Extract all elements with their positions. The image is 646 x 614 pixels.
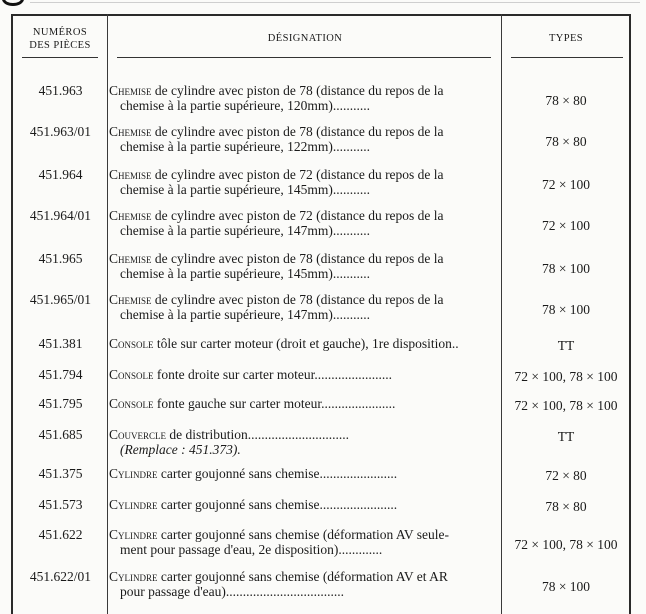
- part-types: 78 × 80: [545, 499, 587, 514]
- part-designation: [109, 83, 497, 113]
- brand-logo: [2, 0, 24, 6]
- designation-text: de cylindre avec piston de 78 (distance du repos de la: [151, 83, 444, 98]
- column-divider: [501, 14, 502, 614]
- designation-head: Cylindre: [109, 466, 158, 481]
- designation-text: de cylindre avec piston de 78 (distance du repos de la: [151, 292, 444, 307]
- part-designation: [109, 497, 497, 512]
- part-number: 451.622/01: [29, 569, 92, 584]
- part-number: 451.794: [38, 367, 83, 382]
- top-rule: [30, 2, 640, 3]
- part-number: 451.381: [38, 336, 83, 351]
- designation-text: de cylindre avec piston de 78 (distance du repos de la: [151, 251, 444, 266]
- header-rule: [117, 57, 491, 58]
- part-types: 72 × 100, 78 × 100: [514, 369, 618, 384]
- designation-text: carter goujonné sans chemise (déformation AV seule-: [157, 527, 450, 542]
- designation-line2: ment pour passage d'eau, 2e disposition).............: [120, 542, 383, 557]
- designation-text: de cylindre avec piston de 72 (distance du repos de la: [151, 208, 444, 223]
- part-types: 72 × 100, 78 × 100: [514, 537, 618, 552]
- part-designation: [109, 251, 497, 281]
- designation-text: carter goujonné sans chemise.......................: [157, 497, 398, 512]
- part-number: 451.573: [38, 497, 83, 512]
- column-divider: [107, 14, 108, 614]
- designation-line2: chemise à la partie supérieure, 147mm)...........: [120, 307, 371, 322]
- designation-line2: pour passage d'eau)...................................: [120, 584, 345, 599]
- header-numeros-line1: NUMÉROS: [32, 27, 88, 38]
- part-number: 451.375: [38, 466, 83, 481]
- part-designation: [109, 527, 497, 557]
- designation-text: fonte gauche sur carter moteur......................: [153, 396, 396, 411]
- part-types: 72 × 100: [541, 218, 591, 233]
- header-numeros: [13, 26, 107, 52]
- part-designation: [109, 292, 497, 322]
- header-rule: [511, 57, 623, 58]
- designation-head: Console: [109, 367, 154, 382]
- part-designation: [109, 208, 497, 238]
- designation-text: carter goujonné sans chemise (déformation AV et AR: [157, 569, 448, 584]
- part-types: 78 × 80: [545, 93, 587, 108]
- designation-head: Console: [109, 396, 154, 411]
- header-designation: DÉSIGNATION: [267, 33, 343, 44]
- designation-head: Chemise: [109, 124, 152, 139]
- designation-head: Chemise: [109, 251, 152, 266]
- part-number: 451.965/01: [29, 292, 92, 307]
- designation-head: Chemise: [109, 292, 152, 307]
- designation-text: de distribution..............................: [166, 427, 350, 442]
- designation-head: Cylindre: [109, 497, 158, 512]
- part-designation: [109, 569, 497, 599]
- part-number: 451.965: [38, 251, 83, 266]
- part-types: 78 × 80: [545, 134, 587, 149]
- part-designation: [109, 167, 497, 197]
- part-types: 78 × 100: [541, 579, 591, 594]
- part-types: 72 × 100, 78 × 100: [514, 398, 618, 413]
- part-number: 451.963: [38, 83, 83, 98]
- part-designation: [109, 367, 497, 382]
- part-number: 451.685: [38, 427, 83, 442]
- part-number: 451.795: [38, 396, 83, 411]
- part-designation: [109, 466, 497, 481]
- designation-head: Cylindre: [109, 569, 158, 584]
- designation-line2: chemise à la partie supérieure, 122mm)...........: [120, 139, 371, 154]
- designation-head: Couvercle: [109, 427, 167, 442]
- designation-text: fonte droite sur carter moteur.......................: [153, 367, 392, 382]
- header-rule: [22, 57, 98, 58]
- designation-line2: chemise à la partie supérieure, 120mm)...........: [120, 98, 371, 113]
- part-types: TT: [557, 429, 575, 444]
- part-number: 451.963/01: [29, 124, 92, 139]
- part-types: 78 × 100: [541, 261, 591, 276]
- part-types: 72 × 80: [545, 468, 587, 483]
- designation-line2: chemise à la partie supérieure, 147mm)...........: [120, 223, 371, 238]
- designation-text: de cylindre avec piston de 78 (distance du repos de la: [151, 124, 444, 139]
- part-designation: [109, 336, 497, 351]
- part-number: 451.964/01: [29, 208, 92, 223]
- part-designation: [109, 427, 497, 457]
- designation-text: tôle sur carter moteur (droit et gauche), 1re disposition..: [153, 336, 459, 351]
- part-number: 451.622: [38, 527, 83, 542]
- part-types: 78 × 100: [541, 302, 591, 317]
- header-types: TYPES: [548, 33, 584, 44]
- designation-head: Cylindre: [109, 527, 158, 542]
- designation-head: Chemise: [109, 208, 152, 223]
- part-number: 451.964: [38, 167, 83, 182]
- header-numeros-line2: DES PIÈCES: [29, 40, 91, 51]
- designation-note: [109, 442, 497, 457]
- designation-head: Chemise: [109, 167, 152, 182]
- designation-line2: chemise à la partie supérieure, 145mm)...........: [120, 266, 371, 281]
- part-types: 72 × 100: [541, 177, 591, 192]
- designation-text: de cylindre avec piston de 72 (distance du repos de la: [151, 167, 444, 182]
- designation-head: Chemise: [109, 83, 152, 98]
- designation-text: carter goujonné sans chemise.......................: [157, 466, 398, 481]
- designation-head: Console: [109, 336, 154, 351]
- part-designation: [109, 396, 497, 411]
- part-designation: [109, 124, 497, 154]
- part-types: TT: [557, 338, 575, 353]
- designation-line2: chemise à la partie supérieure, 145mm)...........: [120, 182, 371, 197]
- note-text: (Remplace : 451.373).: [120, 442, 241, 457]
